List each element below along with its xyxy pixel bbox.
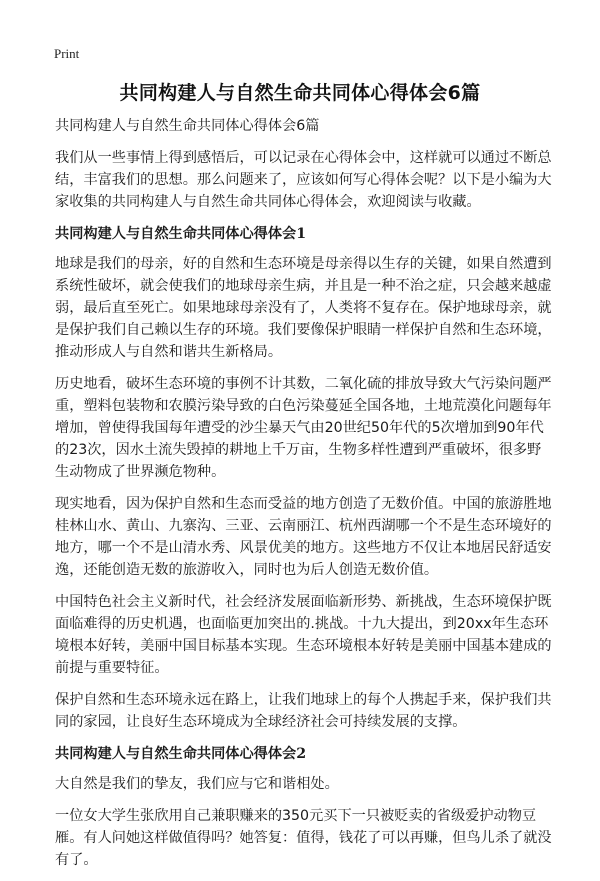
section-heading: 共同构建人与自然生命共同体心得体会1 [55, 226, 307, 242]
paragraph: 地球是我们的母亲，好的自然和生态环境是母亲得以生存的关键，如果自然遭到系统性破坏，就会使我们的地球母亲生病，并且是一种不治之症，只会越来越虚弱，最后直至死亡。如果地球母亲没有了，人类将不复存在。保护地球母亲，就是保护我们自己赖以生存的环境。我们要像保护眼睛一样保护自然和生态环境，推动形成人与自然和谐共生新格局。 [55, 256, 552, 360]
paragraph: 中国特色社会主义新时代，社会经济发展面临新形势、新挑战，生态环境保护既面临难得的历史机遇，也面临更加突出的.挑战。十九大提出，到20xx年生态环境根本好转，美丽中国目标基本实现。生态环境根本好转是美丽中国基本建成的前提与重要特征。 [55, 594, 552, 676]
paragraph: 历史地看，破坏生态环境的事例不计其数，二氧化硫的排放导致大气污染问题严重，塑料包装物和农膜污染导致的白色污染蔓延全国各地，土地荒漠化问题每年增加，曾使得我国每年遭受的沙尘暴天气由20世纪50年代的5次增加到90年代的23次，因水土流失毁掉的耕地上千万亩，生物多样性遭到严重破坏，很多野生动物成了世界濒危物种。 [55, 376, 552, 480]
document-title: 共同构建人与自然生命共同体心得体会6篇 [119, 82, 481, 104]
paragraph: 现实地看，因为保护自然和生态而受益的地方创造了无数价值。中国的旅游胜地桂林山水、黄山、九寨沟、三亚、云南丽江、杭州西湖哪一个不是生态环境好的地方，哪一个不是山清水秀、风景优美的地方。这些地方不仅让本地居民舒适安逸，还能创造无数的旅游收入，同时也为后人创造无数价值。 [55, 496, 552, 578]
section-1 [55, 223, 555, 733]
section-heading: 共同构建人与自然生命共同体心得体会2 [55, 746, 307, 762]
paragraph: 保护自然和生态环境永远在路上，让我们地球上的每个人携起手来，保护我们共同的家园，让良好生态环境成为全球经济社会可持续发展的支撑。 [55, 692, 552, 730]
paragraph: 一位女大学生张欣用自己兼职赚来的350元买下一只被贬卖的省级爱护动物豆雁。有人问她这样做值得吗？她答复：值得，钱花了可以再赚，但鸟儿杀了就没有了。 [55, 808, 552, 868]
print-label: Print [54, 46, 80, 61]
section-2 [55, 743, 555, 871]
document-subtitle: 共同构建人与自然生命共同体心得体会6篇 [55, 118, 320, 134]
paragraph: 大自然是我们的挚友，我们应与它和谐相处。 [55, 776, 339, 792]
document-body [55, 115, 555, 881]
intro-paragraph: 我们从一些事情上得到感悟后，可以记录在心得体会中，这样就可以通过不断总结，丰富我们的思想。那么问题来了，应该如何写心得体会呢？以下是小编为大家收集的共同构建人与自然生命共同体心得体会，欢迎阅读与收藏。 [55, 150, 552, 210]
